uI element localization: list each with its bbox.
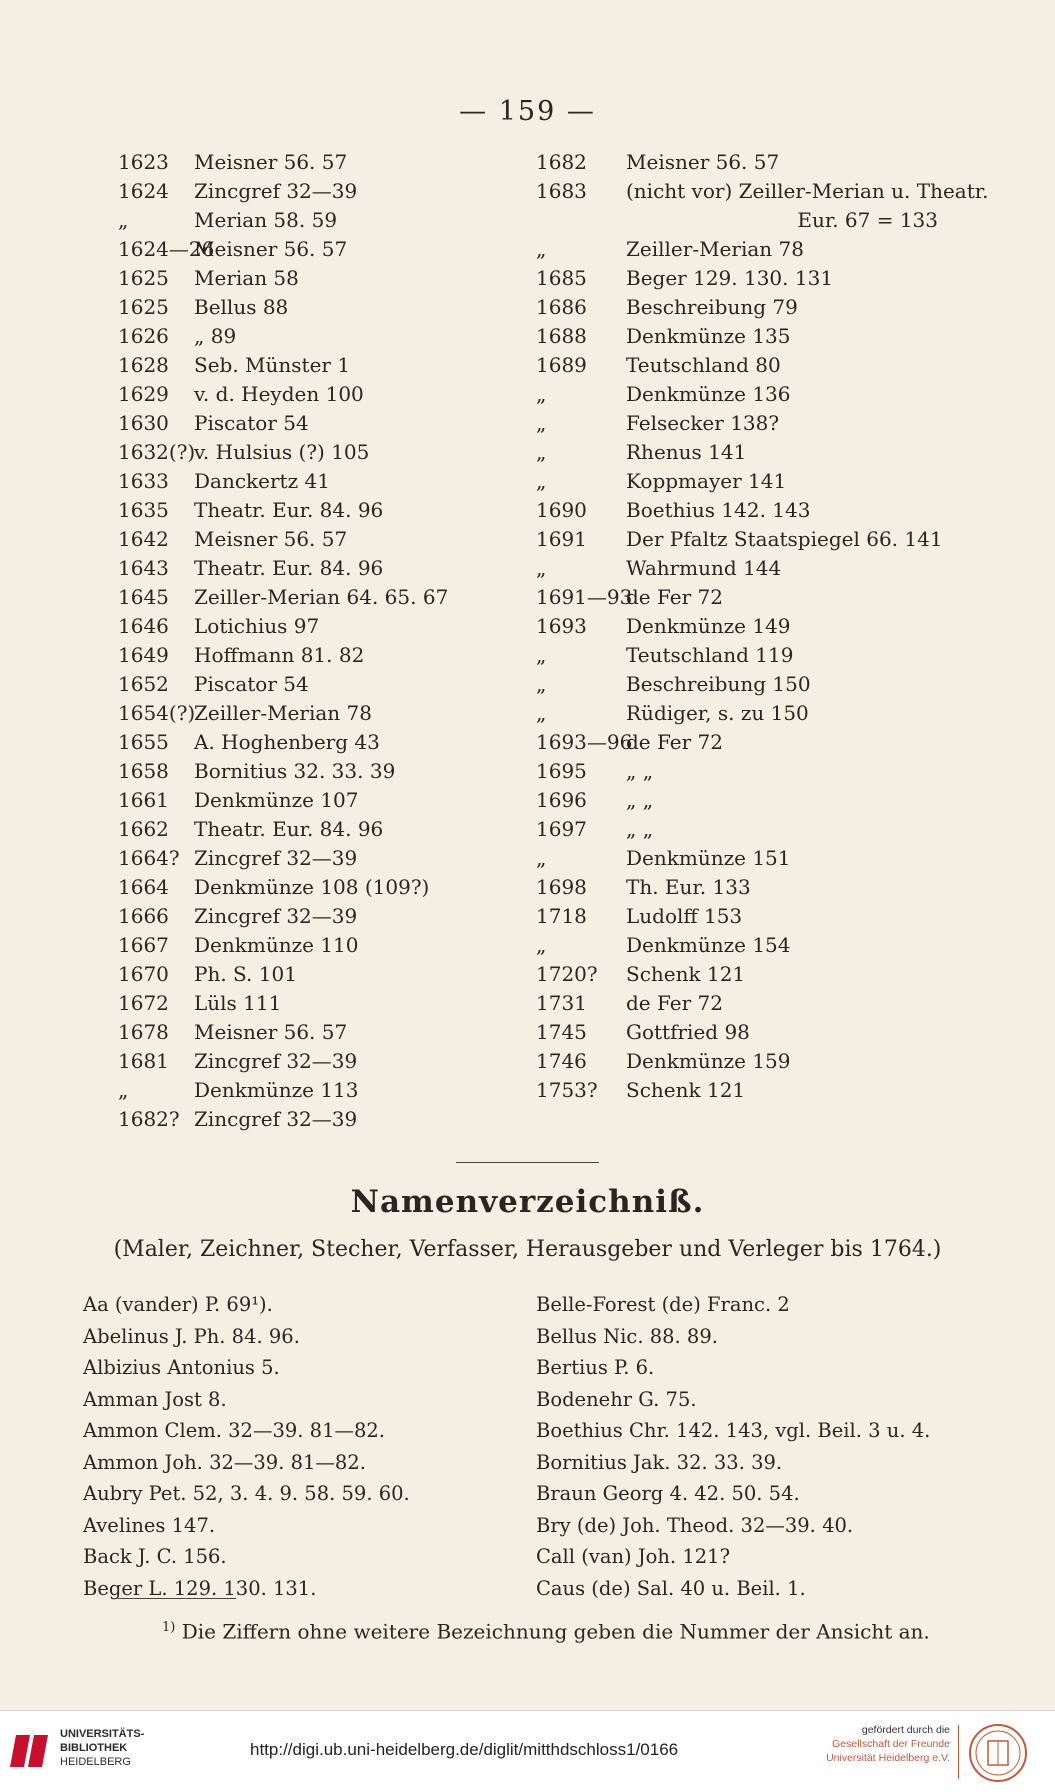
chronology-entry [536,148,946,177]
entry-year: „ [536,382,547,406]
entry-text: Denkmünze 108 (109?) [194,875,430,899]
entry-year: 1686 [536,295,587,319]
name-entry: Bornitius Jak. 32. 33. 39. [536,1450,783,1474]
chronology-entry [118,496,518,525]
chronology-entry [536,873,946,902]
chronology-entry [118,1076,518,1105]
entry-text: Denkmünze 113 [194,1078,359,1102]
entry-year: 1633 [118,469,169,493]
chronology-entry [118,293,518,322]
entry-year: 1745 [536,1020,587,1044]
chronology-entry [536,670,946,699]
chronology-entry [118,177,518,206]
entry-year: 1698 [536,875,587,899]
chronology-entry [536,1047,946,1076]
entry-year: 1683 [536,179,587,203]
footer-divider [958,1725,959,1779]
entry-year: 1642 [118,527,169,551]
entry-year: 1695 [536,759,587,783]
library-name-line2: BIBLIOTHEK [60,1742,128,1754]
chronology-entry [118,873,518,902]
chronology-entry [118,931,518,960]
library-logo-icon[interactable] [10,1729,54,1773]
chronology-entry [118,380,518,409]
entry-year: 1718 [536,904,587,928]
entry-year: 1696 [536,788,587,812]
entry-year: „ [536,411,547,435]
chronology-entry [118,670,518,699]
sponsor-credit [810,1723,950,1765]
entry-text: Teutschland 80 [626,353,781,377]
entry-text: „ „ [626,788,654,812]
entry-text: Wahrmund 144 [626,556,782,580]
entry-text: Zincgref 32—39 [194,179,358,203]
name-entry: Braun Georg 4. 42. 50. 54. [536,1482,800,1505]
chronology-entry [118,1105,518,1134]
entry-year: „ [536,701,547,725]
chronology-entry [536,554,946,583]
chronology-entry [536,699,946,728]
entry-text: Ph. S. 101 [194,962,297,986]
entry-text: Merian 58. 59 [194,208,338,232]
chronology-entry [118,322,518,351]
entry-year: 1635 [118,498,169,522]
chronology-entry [118,206,518,235]
entry-year: 1672 [118,991,169,1015]
chronology-entry [536,380,946,409]
entry-year: 1655 [118,730,169,754]
chronology-entry [118,583,518,612]
entry-text: Denkmünze 136 [626,382,791,406]
chronology-entry [536,438,946,467]
chronology-entry [118,989,518,1018]
chronology-entry [118,351,518,380]
chronology-entry [118,148,518,177]
entry-year: „ [536,846,547,870]
entry-year: 1691—93 [536,585,633,609]
name-entry: Bry (de) Joh. Theod. 32—39. 40. [536,1513,854,1537]
chronology-entry [118,844,518,873]
entry-text: Denkmünze 151 [626,846,791,870]
entry-text: Piscator 54 [194,411,309,435]
entry-year: „ [536,933,547,957]
entry-text: „ „ [626,817,654,841]
chronology-entry [118,815,518,844]
chronology-entry [118,902,518,931]
entry-year: „ [536,643,547,667]
chronology-entry [536,641,946,670]
entry-text: Meisner 56. 57 [194,237,348,261]
chronology-entry [536,728,946,757]
chronology-entry [536,1018,946,1047]
entry-text: Denkmünze 149 [626,614,791,638]
library-name-line3: HEIDELBERG [60,1756,131,1768]
entry-year: 1670 [118,962,169,986]
entry-text: Denkmünze 107 [194,788,359,812]
page-number: — 159 — [459,96,596,127]
chronology-entry [536,815,946,844]
entry-year: 1688 [536,324,587,348]
entry-year: „ [536,556,547,580]
entry-year: 1664? [118,846,180,870]
permalink-url[interactable]: http://digi.ub.uni-heidelberg.de/diglit/mitthdschloss1/0166 [250,1740,679,1759]
entry-text: Boethius 142. 143 [626,498,811,522]
entry-year: „ [118,208,129,232]
entry-text: de Fer 72 [626,585,723,609]
footnote [162,1614,982,1646]
entry-text: Denkmünze 135 [626,324,791,348]
entry-text: Der Pfaltz Staatspiegel 66. 141 [626,527,943,551]
entry-year: 1625 [118,295,169,319]
entry-year: 1632(?) [118,440,196,464]
entry-text: Ludolff 153 [626,904,743,928]
entry-text: Theatr. Eur. 84. 96 [194,556,384,580]
entry-year: 1682? [118,1107,180,1131]
chronology-entry [536,902,946,931]
right-chronology-column [536,148,989,1105]
entry-year: 1678 [118,1020,169,1044]
chronology-entry [118,699,518,728]
library-name-line1: UNIVERSITÄTS- [60,1728,145,1740]
entry-text: Rhenus 141 [626,440,747,464]
entry-year: 1645 [118,585,169,609]
chronology-entry [536,351,946,380]
entry-year: 1623 [118,150,169,174]
entry-text: Theatr. Eur. 84. 96 [194,498,384,522]
chronology-entry [536,322,946,351]
footnote-marker: 1) [162,1620,176,1635]
entry-year: 1662 [118,817,169,841]
names-left-column [83,1289,523,1604]
chronology-entry [536,989,946,1018]
entry-year: 1693—96 [536,730,633,754]
chronology-entry [536,612,946,641]
chronology-entry [118,1047,518,1076]
name-entry: Ammon Joh. 32—39. 81—82. [83,1450,366,1474]
entry-year: 1625 [118,266,169,290]
entry-year: „ [118,1078,129,1102]
name-entry: Beger L. 129. 130. 131. [83,1576,317,1600]
name-entry: Caus (de) Sal. 40 u. Beil. 1. [536,1576,806,1600]
chronology-entry [118,1018,518,1047]
digitization-footer [0,1710,1055,1792]
sponsor-org-line1: Gesellschaft der Freunde [832,1738,950,1750]
name-entry: Boethius Chr. 142. 143, vgl. Beil. 3 u. 4. [536,1419,931,1442]
entry-text: Danckertz 41 [194,469,330,493]
library-name [60,1727,144,1769]
entry-text: de Fer 72 [626,730,723,754]
chronology-entry [536,264,946,293]
chronology-entry [118,264,518,293]
entry-text: Zeiller-Merian 64. 65. 67 [194,585,449,609]
name-entry: Back J. C. 156. [83,1545,227,1568]
name-entry: Bellus Nic. 88. 89. [536,1324,718,1348]
chronology-entry [118,612,518,641]
entry-year: 1690 [536,498,587,522]
entry-year: 1626 [118,324,169,348]
university-seal-icon[interactable] [968,1723,1028,1783]
chronology-entry [536,496,946,525]
entry-text: Rüdiger, s. zu 150 [626,701,809,725]
entry-text: Meisner 56. 57 [194,1020,348,1044]
name-entry: Ammon Clem. 32—39. 81—82. [83,1419,385,1442]
chronology-entry [118,467,518,496]
entry-year: 1649 [118,643,169,667]
section-divider [456,1162,599,1163]
left-chronology-column [118,148,518,1134]
chronology-entry [536,525,946,554]
entry-text: „ 89 [194,324,237,348]
chronology-entry [118,525,518,554]
entry-year: 1643 [118,556,169,580]
entry-text: Eur. 67 = 133 [797,208,938,232]
entry-year: 1667 [118,933,169,957]
entry-text: Beschreibung 79 [626,295,798,319]
names-right-column [536,1289,966,1604]
entry-text: Merian 58 [194,266,299,290]
chronology-entry [536,960,946,989]
entry-year: 1681 [118,1049,169,1073]
name-entry: Belle-Forest (de) Franc. 2 [536,1293,790,1316]
entry-text: Lotichius 97 [194,614,320,638]
entry-year: 1658 [118,759,169,783]
chronology-entry [536,786,946,815]
entry-year: 1628 [118,353,169,377]
entry-year: 1753? [536,1078,598,1102]
chronology-entry [118,409,518,438]
chronology-entry [118,728,518,757]
chronology-entry [118,786,518,815]
entry-year: „ [536,440,547,464]
entry-year: 1720? [536,962,598,986]
chronology-entry [536,409,946,438]
entry-year: 1697 [536,817,587,841]
entry-text: Lüls 111 [194,991,282,1015]
entry-year: 1629 [118,382,169,406]
chronology-entry [536,1076,946,1105]
entry-text: de Fer 72 [626,991,723,1015]
name-entry: Amman Jost 8. [83,1387,227,1411]
chronology-entry [536,467,946,496]
chronology-entry [536,583,946,612]
entry-year: 1685 [536,266,587,290]
entry-text: Zeiller-Merian 78 [626,237,804,261]
entry-year: 1652 [118,672,169,696]
entry-text: Denkmünze 110 [194,933,359,957]
entry-text: Denkmünze 159 [626,1049,791,1073]
entry-text: A. Hoghenberg 43 [194,730,380,754]
chronology-entry [536,757,946,786]
chronology-entry [118,960,518,989]
chronology-entry [118,438,518,467]
entry-text: „ „ [626,759,654,783]
chronology-entry [536,177,989,206]
chronology-entry [536,931,946,960]
entry-text: Hoffmann 81. 82 [194,643,365,667]
entry-year: 1630 [118,411,169,435]
chronology-entry [118,554,518,583]
entry-year: 1746 [536,1049,587,1073]
entry-text: Beger 129. 130. 131 [626,266,834,290]
entry-text: Zincgref 32—39 [194,1049,358,1073]
entry-year: 1664 [118,875,169,899]
entry-text: Theatr. Eur. 84. 96 [194,817,384,841]
footnote-divider [118,1598,236,1599]
entry-year: 1624 [118,179,169,203]
entry-year: 1691 [536,527,587,551]
sponsor-intro: gefördert durch die [861,1724,950,1736]
entry-text: Teutschland 119 [626,643,794,667]
name-entry: Avelines 147. [83,1513,216,1537]
entry-year: „ [536,469,547,493]
entry-year: 1731 [536,991,587,1015]
entry-text: v. Hulsius (?) 105 [194,440,370,464]
chronology-entry [118,641,518,670]
entry-text: Meisner 56. 57 [194,527,348,551]
chronology-entry [118,757,518,786]
entry-text: Meisner 56. 57 [626,150,780,174]
entry-text: Beschreibung 150 [626,672,811,696]
name-entry: Albizius Antonius 5. [83,1356,280,1379]
entry-year: „ [536,672,547,696]
entry-text: Schenk 121 [626,962,746,986]
footnote-text: Die Ziffern ohne weitere Bezeichnung geben die Nummer der Ansicht an. [181,1619,930,1644]
chronology-entry [536,235,946,264]
entry-text: Meisner 56. 57 [194,150,348,174]
name-entry: Bertius P. 6. [536,1356,655,1379]
entry-text: Bornitius 32. 33. 39 [194,759,396,783]
entry-text: Felsecker 138? [626,411,780,435]
entry-text: Th. Eur. 133 [626,875,751,899]
name-entry: Aubry Pet. 52, 3. 4. 9. 58. 59. 60. [83,1482,410,1505]
name-entry: Abelinus J. Ph. 84. 96. [83,1324,300,1348]
entry-text: Seb. Münster 1 [194,353,351,377]
entry-year: 1654(?) [118,701,196,725]
entry-text: Zincgref 32—39 [194,1107,358,1131]
entry-text: Schenk 121 [626,1078,746,1102]
entry-year: 1693 [536,614,587,638]
name-entry: Bodenehr G. 75. [536,1387,697,1411]
entry-text: Denkmünze 154 [626,933,791,957]
entry-year: 1646 [118,614,169,638]
entry-text: Zincgref 32—39 [194,904,358,928]
entry-text: Bellus 88 [194,295,289,319]
entry-text: Zeiller-Merian 78 [194,701,372,725]
name-entry: Call (van) Joh. 121? [536,1545,731,1568]
entry-year: 1624—26 [118,237,215,261]
entry-year: 1682 [536,150,587,174]
entry-text: Zincgref 32—39 [194,846,358,870]
entry-year: 1666 [118,904,169,928]
name-entry: Aa (vander) P. 69¹). [83,1293,273,1316]
entry-year: 1661 [118,788,169,812]
chronology-entry [118,235,518,264]
chronology-entry [536,206,946,235]
entry-text: Gottfried 98 [626,1020,750,1044]
entry-year: „ [536,237,547,261]
entry-year: 1689 [536,353,587,377]
entry-text: v. d. Heyden 100 [194,382,364,406]
chronology-entry [536,844,946,873]
section-subheading: (Maler, Zeichner, Stecher, Verfasser, Herausgeber und Verleger bis 1764.) [113,1237,942,1262]
entry-text: Piscator 54 [194,672,309,696]
section-heading: Namenverzeichniß. [350,1184,705,1220]
entry-text: (nicht vor) Zeiller-Merian u. Theatr. [626,179,989,203]
sponsor-org-line2: Universität Heidelberg e.V. [826,1752,950,1764]
chronology-entry [536,293,946,322]
entry-text: Koppmayer 141 [626,469,787,493]
